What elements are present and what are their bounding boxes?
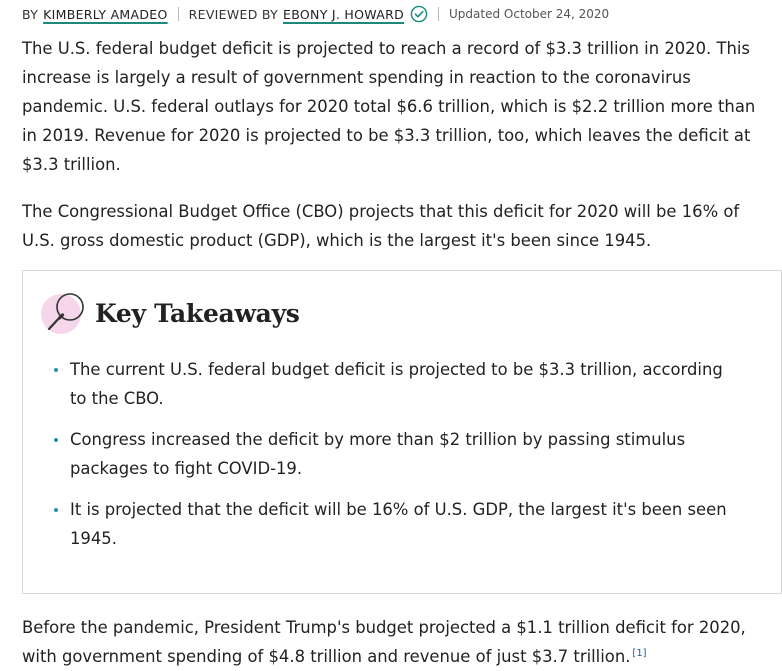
bullet-icon <box>54 368 58 372</box>
article-paragraph: The Congressional Budget Office (CBO) projects that this deficit for 2020 will be 16% of U.S. gross domestic product (GDP), which is the largest it's been since 1945. <box>22 202 740 250</box>
check-circle-icon <box>410 5 428 23</box>
magnifier-icon <box>41 288 93 338</box>
paragraph-text: Before the pandemic, President Trump's budget projected a $1.1 trillion deficit for 2020, with government spending of $4.8 trillion and revenue of just $3.7 trillion. <box>22 618 746 666</box>
citation-link[interactable]: [1] <box>632 647 647 659</box>
bullet-icon <box>54 508 58 512</box>
key-takeaways-list <box>51 355 741 565</box>
key-takeaways-box <box>22 270 782 594</box>
list-item <box>51 355 741 413</box>
bullet-icon <box>54 438 58 442</box>
reviewer-link[interactable]: EBONY J. HOWARD <box>283 6 405 22</box>
byline-divider <box>438 7 439 21</box>
updated-date: Updated October 24, 2020 <box>449 7 610 21</box>
byline-divider <box>178 7 179 21</box>
list-item-text: Congress increased the deficit by more than $2 trillion by passing stimulus packages to fight COVID-19. <box>70 430 686 478</box>
key-takeaways-header <box>41 288 300 338</box>
author-link[interactable]: KIMBERLY AMADEO <box>43 6 168 22</box>
reviewed-prefix: REVIEWED BY <box>188 6 279 22</box>
list-item-text: The current U.S. federal budget deficit is projected to be $3.3 trillion, according to the CBO. <box>70 360 723 408</box>
article-paragraph <box>22 613 766 671</box>
list-item <box>51 495 741 553</box>
byline <box>22 4 609 24</box>
key-takeaways-title: Key Takeaways <box>95 298 300 328</box>
by-prefix: BY <box>22 6 39 22</box>
article-paragraph: The U.S. federal budget deficit is projected to reach a record of $3.3 trillion in 2020. This increase is largely a result of government spending in reaction to the coronavirus pandemic. U.S. federal outlays for 2020 total $6.6 trillion, which is $2.2 trillion more than in 2019. Revenue for 2020 is projected to be $3.3 trillion, too, which leaves the deficit at $3.3 trillion. <box>22 39 756 174</box>
list-item-text: It is projected that the deficit will be 16% of U.S. GDP, the largest it's been seen 1945. <box>70 500 727 548</box>
list-item <box>51 425 741 483</box>
